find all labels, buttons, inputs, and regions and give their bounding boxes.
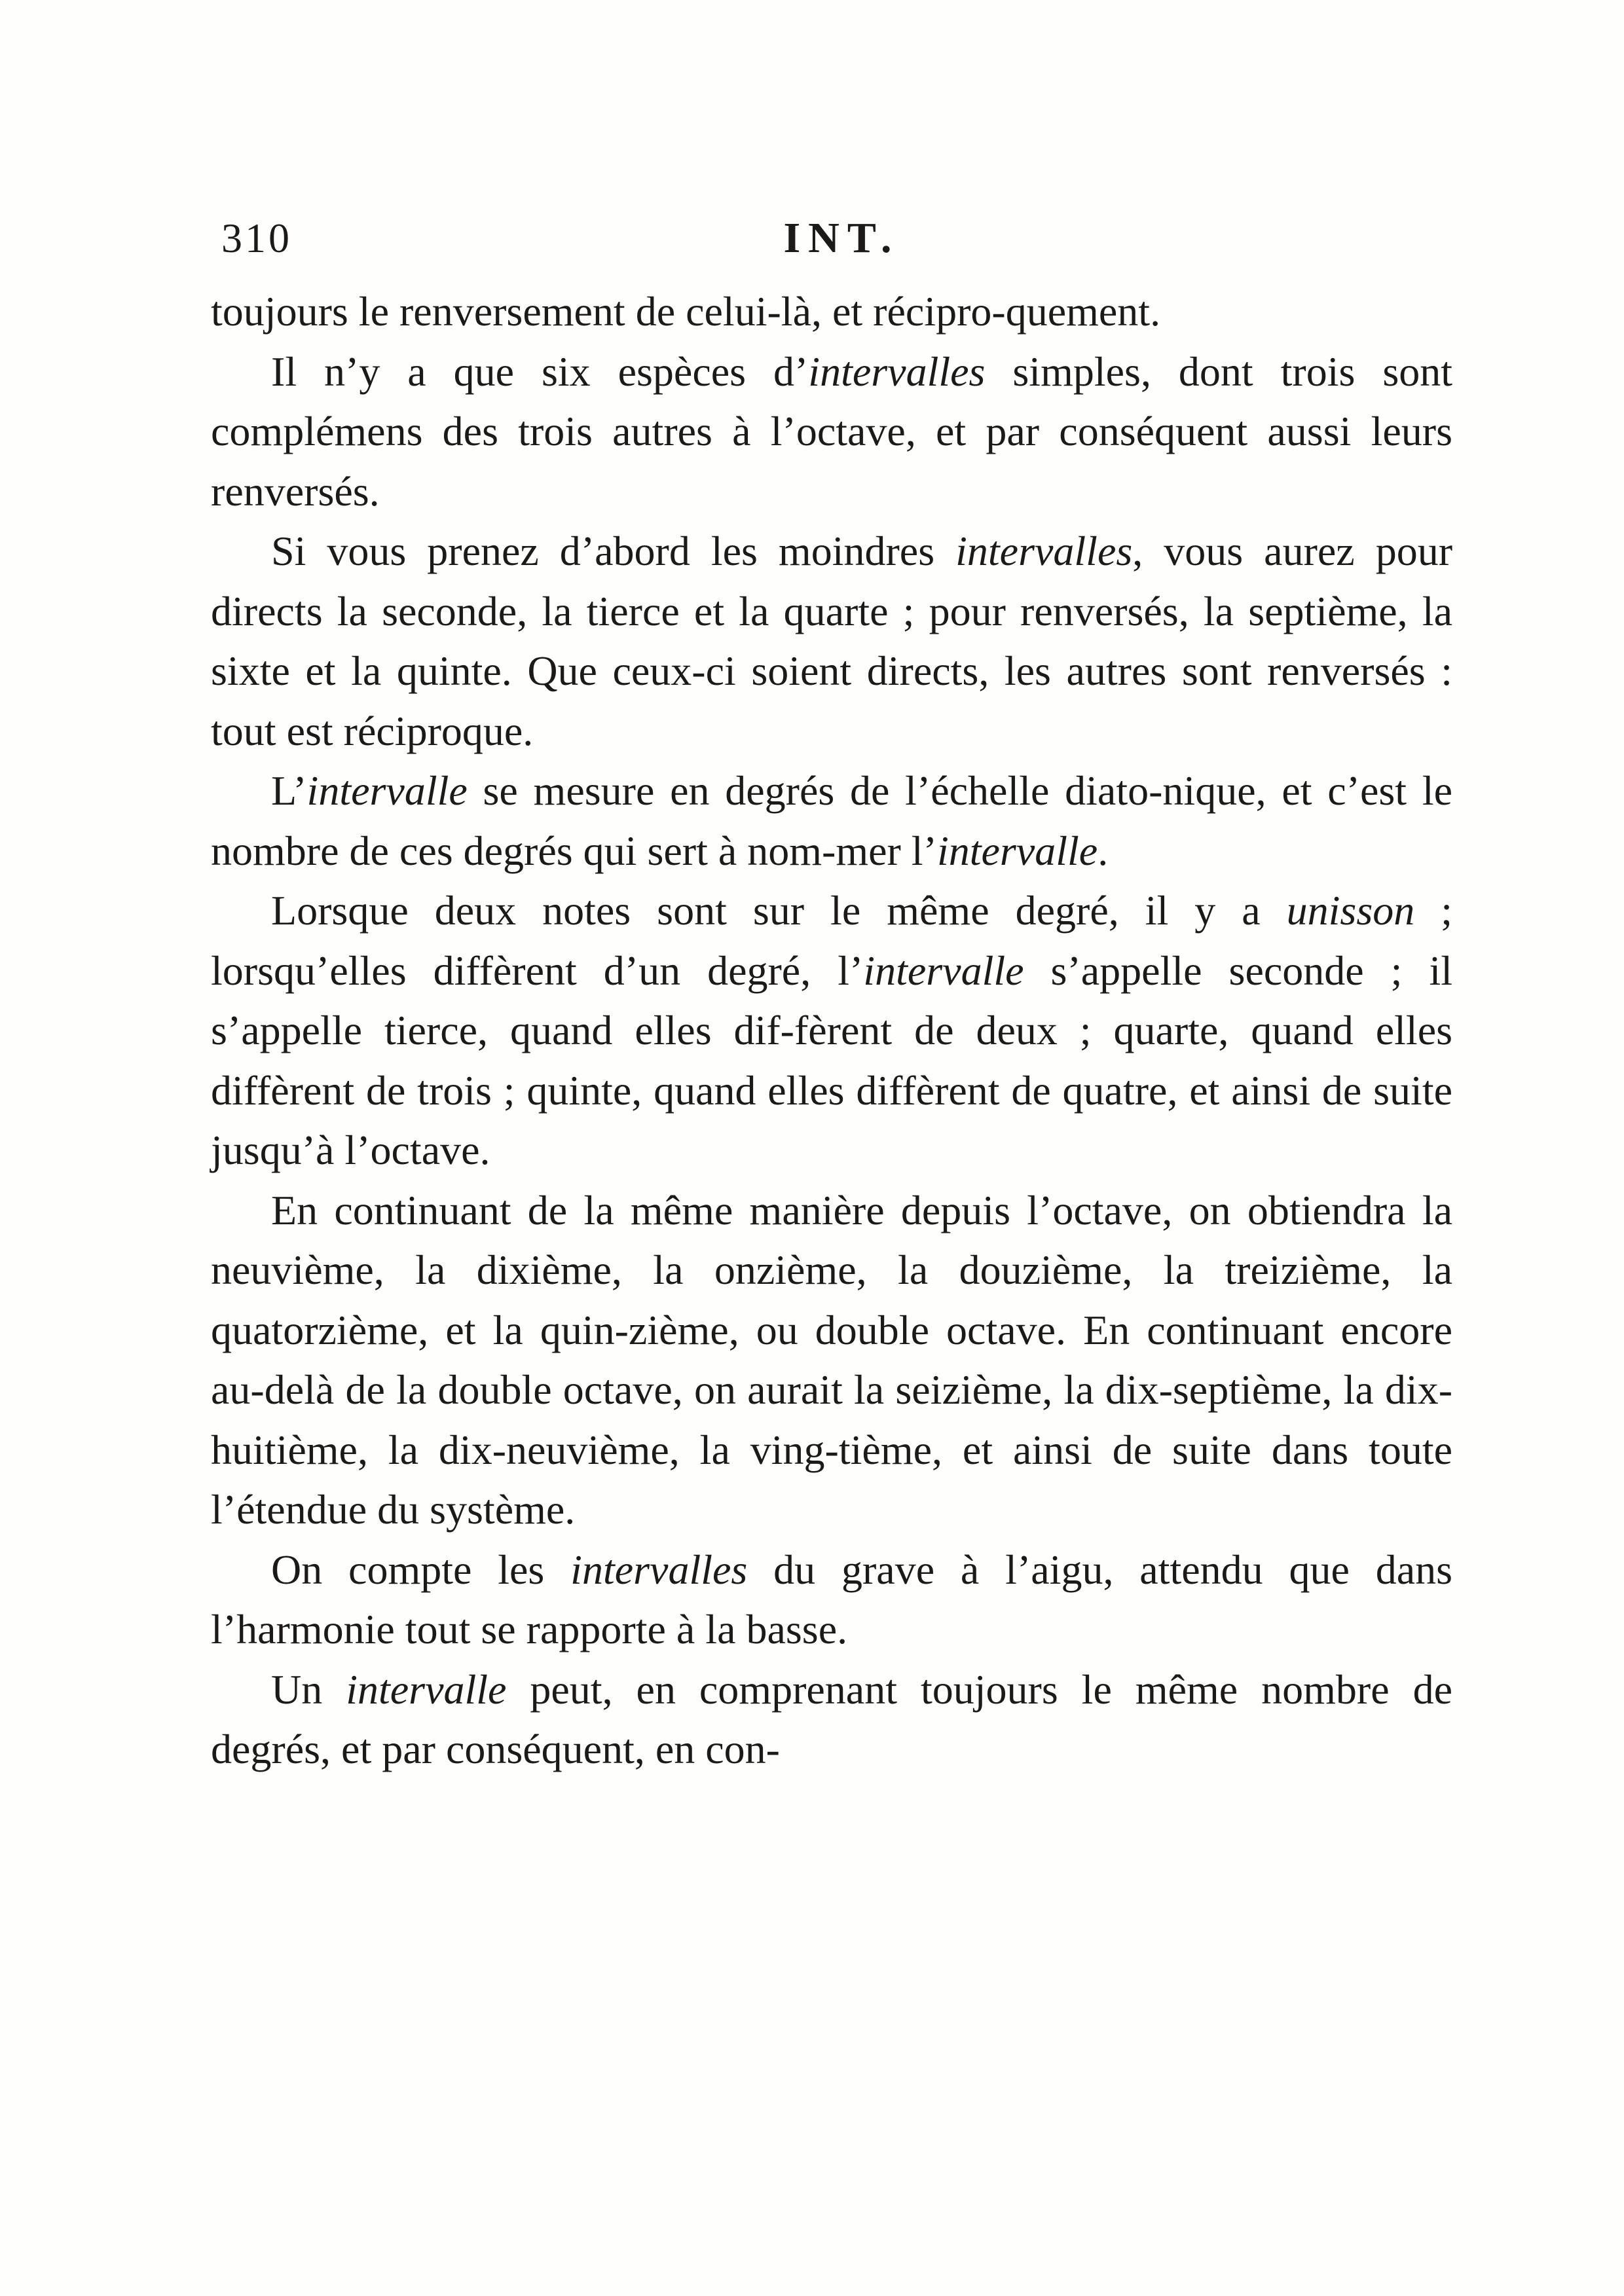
italic-term: intervalle xyxy=(936,827,1098,874)
italic-term: intervalles xyxy=(570,1546,748,1593)
paragraph xyxy=(211,521,1452,761)
text-run: peut, en comprenant toujours le même nombre de degrés, et par conséquent, en con- xyxy=(211,1666,1453,1772)
page-text xyxy=(211,208,1452,1779)
text-run: Il n’y a que six espèces d’ xyxy=(271,348,809,395)
text-run: s’appelle seconde ; il s’appelle tierce, quand elles dif-fèrent de deux ; quarte, quand elles diffèrent de trois ; quinte, quand elles diffèrent de quatre, et ainsi de suite jusqu’à l’octave. xyxy=(211,947,1452,1173)
text-run: du grave à l’aigu, attendu que dans l’harmonie tout se rapporte à la basse. xyxy=(211,1546,1453,1652)
paragraph xyxy=(211,1660,1452,1779)
italic-term: intervalles xyxy=(955,528,1133,574)
text-run: L’ xyxy=(271,767,307,814)
paragraph xyxy=(211,342,1452,522)
text-run: Lorsque deux notes sont sur le même degré, il y a xyxy=(271,887,1287,934)
italic-term: intervalle xyxy=(346,1666,507,1713)
text-run: se mesure en degrés de l’échelle diato-nique, et c’est le nombre de ces degrés qui sert à nom-mer l’ xyxy=(211,767,1452,874)
text-run: simples, dont trois sont complémens des trois autres à l’octave, et par conséquent aussi leurs renversés. xyxy=(211,348,1452,515)
paragraph xyxy=(211,761,1452,881)
text-run: . xyxy=(1098,827,1109,874)
paragraph xyxy=(211,1180,1452,1540)
paragraph xyxy=(211,1540,1452,1660)
paragraph xyxy=(211,881,1452,1180)
italic-term: unisson xyxy=(1286,887,1415,934)
text-run: ; lorsqu’elles diffèrent d’un degré, l’ xyxy=(211,887,1453,994)
page-number: 310 xyxy=(221,215,292,261)
text-run: Si vous prenez d’abord les moindres xyxy=(271,528,956,574)
text-run: En continuant de la même manière depuis l’octave, on obtiendra la neuvième, la dixième, la onzième, la douzième, la treizième, la quatorzième, et la quin-zième, ou double octave. En continuant encore au-delà de la double octave, on aurait la seizième, la dix-septième, la dix-huitième, la dix-neuvième, la ving-tième, et ainsi de suite dans toute l’étendue du système. xyxy=(211,1186,1452,1533)
text-run: , vous aurez pour directs la seconde, la tierce et la quarte ; pour renversés, la septième, la sixte et la quinte. Que ceux-ci soient directs, les autres sont renversés : tout est réciproque. xyxy=(211,528,1453,754)
italic-term: intervalle xyxy=(863,947,1024,994)
paragraph xyxy=(211,282,1452,342)
page-header xyxy=(211,208,1452,282)
text-run: toujours le renversement de celui-là, et récipro-quement. xyxy=(211,288,1161,335)
italic-term: intervalles xyxy=(808,348,986,395)
text-run: On compte les xyxy=(271,1546,571,1593)
italic-term: intervalle xyxy=(306,767,468,814)
running-head: INT. xyxy=(783,214,900,262)
body-text xyxy=(211,282,1452,1779)
text-run: Un xyxy=(271,1666,346,1713)
